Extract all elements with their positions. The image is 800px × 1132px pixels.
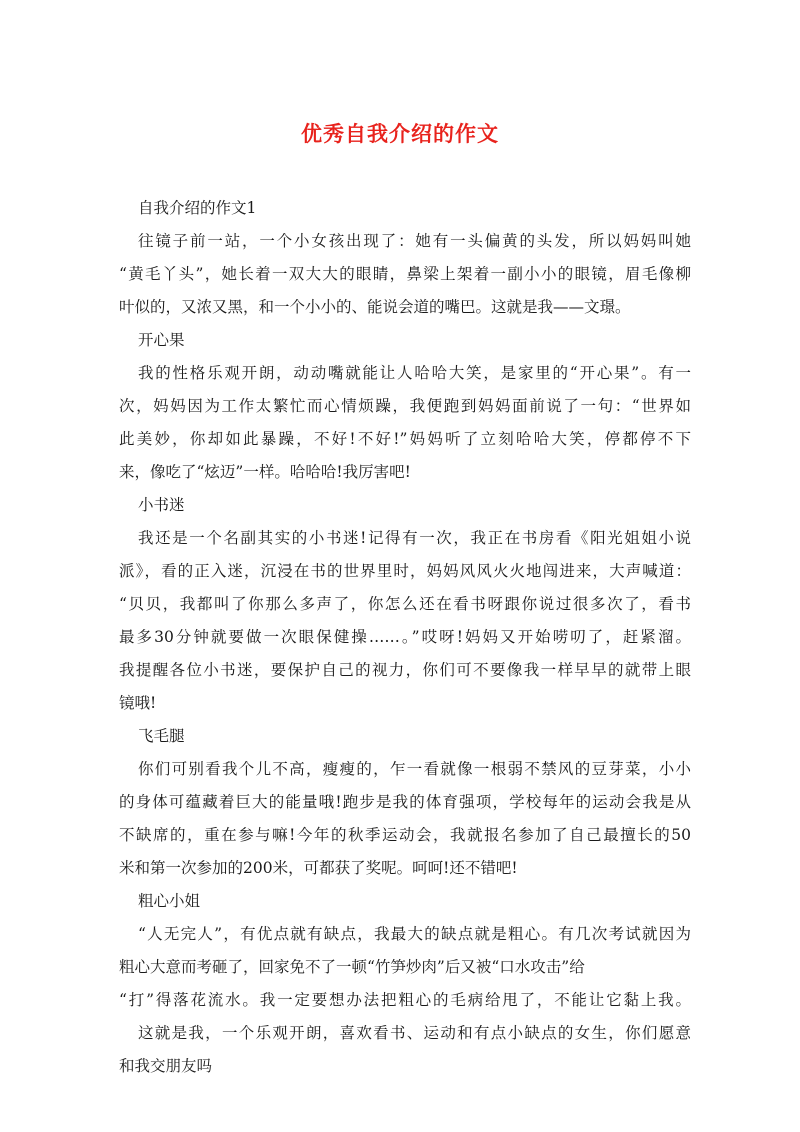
section-heading: 自我介绍的作文1 bbox=[138, 199, 257, 217]
p2-line3: 此美妙，你却如此暴躁，不好!不好!”妈妈听了立刻哈哈大笑，停都停不下 bbox=[119, 430, 691, 448]
p4-line2: 的身体可蕴藏着巨大的能量哦!跑步是我的体育强项，学校每年的运动会我是从 bbox=[119, 793, 691, 811]
p3-line3: “贝贝，我都叫了你那么多声了，你怎么还在看书呀跟你说过很多次了，看书 bbox=[119, 595, 691, 613]
p1-line3: 叶似的，又浓又黑，和一个小小的、能说会道的嘴巴。这就是我——文璟。 bbox=[119, 298, 631, 316]
heading-xiaoshumi: 小书迷 bbox=[138, 496, 185, 514]
p2-line2: 次，妈妈因为工作太繁忙而心情烦躁，我便跑到妈妈面前说了一句：“世界如 bbox=[119, 397, 691, 415]
p3-line1: 我还是一个名副其实的小书迷!记得有一次，我正在书房看《阳光姐姐小说 bbox=[138, 529, 691, 547]
p4-line1: 你们可别看我个儿不高，瘦瘦的，乍一看就像一根弱不禁风的豆芽菜，小小 bbox=[138, 760, 691, 778]
p2-line4: 来，像吃了“炫迈”一样。哈哈哈!我厉害吧! bbox=[119, 463, 411, 481]
heading-feimaotui: 飞毛腿 bbox=[138, 727, 185, 745]
p3-line4: 最多30分钟就要做一次眼保健操……。”哎呀!妈妈又开始唠叨了，赶紧溜。 bbox=[119, 628, 691, 646]
p2-line1: 我的性格乐观开朗，动动嘴就能让人哈哈大笑，是家里的“开心果”。有一 bbox=[138, 364, 691, 382]
p6-line2: 和我交朋友吗 bbox=[119, 1057, 213, 1075]
p3-line2: 派》，看的正入迷，沉浸在书的世界里时，妈妈风风火火地闯进来，大声喊道： bbox=[119, 562, 691, 580]
p6-line1: 这就是我，一个乐观开朗，喜欢看书、运动和有点小缺点的女生，你们愿意 bbox=[138, 1024, 691, 1042]
p5-line1: “人无完人”，有优点就有缺点，我最大的缺点就是粗心。有几次考试就因为 bbox=[138, 925, 691, 943]
p5-line2: 粗心大意而考砸了，回家免不了一顿“竹笋炒肉”后又被“口水攻击”给 bbox=[119, 958, 585, 976]
p3-line6: 镜哦! bbox=[119, 694, 157, 712]
p4-line4: 米和第一次参加的200米，可都获了奖呢。呵呵!还不错吧! bbox=[119, 859, 518, 877]
document-title: 优秀自我介绍的作文 bbox=[301, 121, 499, 146]
p5-line3: “打”得落花流水。我一定要想办法把粗心的毛病给甩了，不能让它黏上我。 bbox=[119, 991, 691, 1009]
heading-kaixinguo: 开心果 bbox=[138, 331, 185, 349]
p4-line3: 不缺席的，重在参与嘛!今年的秋季运动会，我就报名参加了自己最擅长的50 bbox=[119, 826, 691, 844]
p3-line5: 我提醒各位小书迷，要保护自己的视力，你们可不要像我一样早早的就带上眼 bbox=[119, 661, 691, 679]
heading-cuxinxiaojie: 粗心小姐 bbox=[138, 892, 201, 910]
p1-line1: 往镜子前一站，一个小女孩出现了：她有一头偏黄的头发，所以妈妈叫她 bbox=[138, 232, 691, 250]
p1-line2: “黄毛丫头”，她长着一双大大的眼睛，鼻梁上架着一副小小的眼镜，眉毛像柳 bbox=[119, 265, 691, 283]
